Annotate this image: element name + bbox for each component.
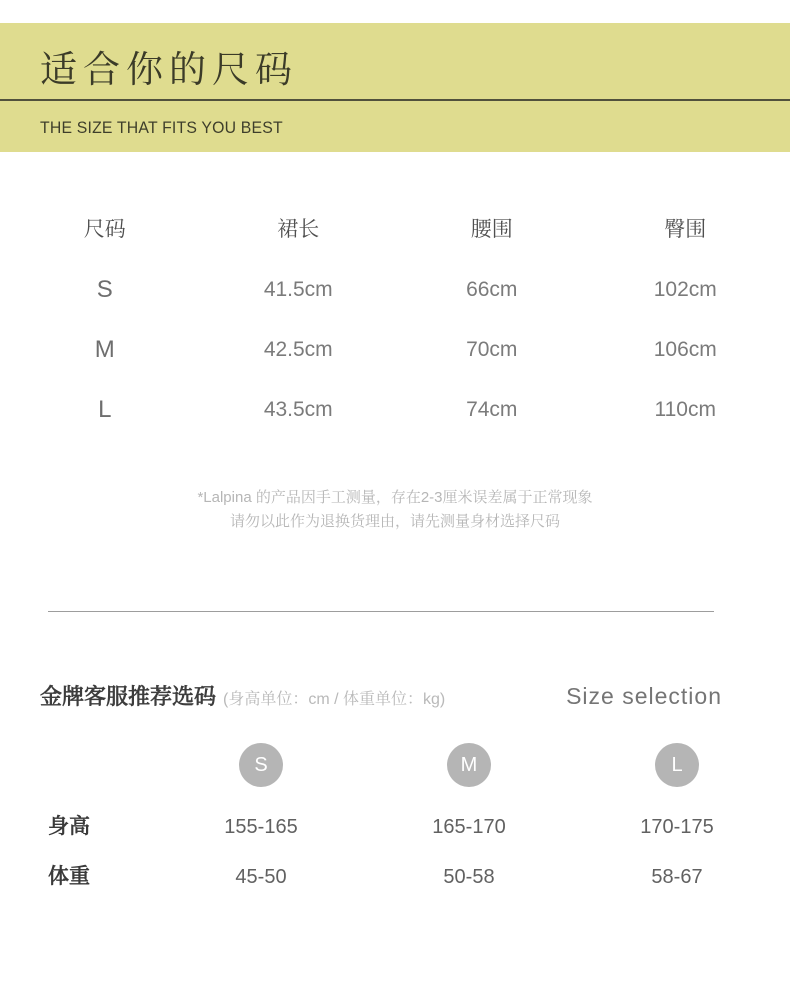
- column-header-skirt-length: 裙长: [277, 218, 320, 241]
- weight-range-l: 58-67: [651, 866, 703, 888]
- column-header-hip: 臀围: [664, 218, 707, 241]
- recommendation-title-wrap: [40, 680, 445, 711]
- section-divider-line: [48, 611, 714, 612]
- hip-value: 106cm: [653, 338, 717, 361]
- measurement-disclaimer: [0, 486, 790, 534]
- size-row-label: S: [96, 276, 113, 303]
- disclaimer-line-2: 请勿以此作为退换货理由，请先测量身材选择尺码: [229, 513, 560, 530]
- height-range-l: 170-175: [640, 816, 714, 838]
- waist-value: 74cm: [466, 398, 518, 421]
- recommendation-title-english: Size selection: [566, 683, 722, 709]
- waist-value: 70cm: [466, 338, 518, 361]
- garment-size-table: [8, 200, 782, 440]
- height-range-s: 155-165: [224, 816, 298, 838]
- column-header-waist: 腰围: [470, 218, 513, 241]
- weight-range-s: 45-50: [235, 866, 287, 888]
- recommendation-units-note: (身高单位：cm / 体重单位：kg): [223, 691, 446, 708]
- recommendation-title: 金牌客服推荐选码: [40, 684, 217, 709]
- size-banner: [0, 23, 790, 152]
- banner-subtitle: THE SIZE THAT FITS YOU BEST: [40, 118, 283, 137]
- disclaimer-line-1: *Lalpina 的产品因手工测量，存在2-3厘米误差属于正常现象: [197, 489, 593, 506]
- skirt-length-value: 43.5cm: [263, 398, 333, 421]
- size-badge-l: L: [655, 743, 699, 787]
- weight-row-label: 体重: [48, 865, 90, 888]
- height-row-label: 身高: [48, 815, 90, 838]
- size-badge-row: [40, 743, 790, 787]
- recommendation-header: [40, 680, 722, 711]
- skirt-length-value: 42.5cm: [263, 338, 333, 361]
- badge-cell: [573, 743, 781, 787]
- badge-spacer-cell: [40, 743, 157, 787]
- hip-value: 102cm: [653, 278, 717, 301]
- hip-value: 110cm: [654, 398, 716, 421]
- banner-title: 适合你的尺码: [40, 49, 298, 90]
- badge-cell: [365, 743, 573, 787]
- size-row-label: M: [94, 336, 115, 363]
- badge-cell: [157, 743, 365, 787]
- size-badge-m: M: [447, 743, 491, 787]
- waist-value: 66cm: [466, 278, 518, 301]
- size-row-label: L: [98, 396, 112, 423]
- size-badge-s: S: [239, 743, 283, 787]
- banner-divider-line: [0, 99, 790, 101]
- weight-range-m: 50-58: [443, 866, 495, 888]
- recommendation-table: [40, 802, 790, 902]
- skirt-length-value: 41.5cm: [263, 278, 333, 301]
- column-header-size: 尺码: [83, 218, 126, 241]
- height-range-m: 165-170: [432, 816, 506, 838]
